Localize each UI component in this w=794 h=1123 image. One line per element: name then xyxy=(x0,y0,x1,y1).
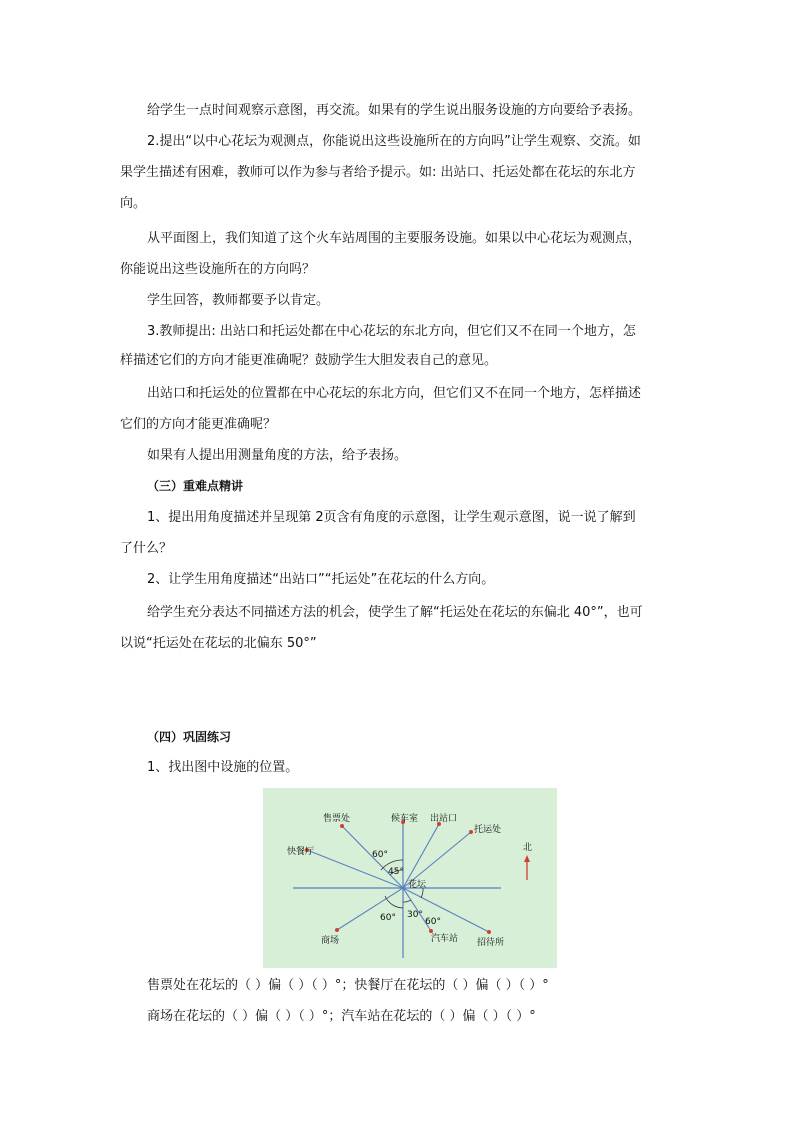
label-mall: 商场 xyxy=(321,936,340,946)
paragraph-line: 果学生描述有困难，教师可以作为参与者给予提示。如: 出站口、托运处都在花坛的东北方 xyxy=(120,165,636,180)
paragraph-line: 给学生一点时间观察示意图，再交流。如果有的学生说出服务设施的方向要给予表扬。 xyxy=(147,103,642,118)
exercise-line: 售票处在花坛的（ ）偏（ ）（ ）°；快餐厅在花坛的（ ）偏（ ）（ ）° xyxy=(147,978,549,993)
point-bus-station xyxy=(429,929,433,933)
paragraph-line: 如果有人提出用测量角度的方法，给予表扬。 xyxy=(147,448,408,463)
paragraph-line: 你能说出这些设施所在的方向吗？ xyxy=(120,262,316,277)
label-ticket-office: 售票处 xyxy=(323,814,351,824)
angle-label: 60° xyxy=(425,917,441,927)
angle-arc xyxy=(403,900,411,902)
label-waiting-room: 候车室 xyxy=(391,814,419,824)
point-ticket-office xyxy=(340,824,344,828)
label-fast-food: 快餐厅 xyxy=(287,847,315,857)
paragraph-line: 以说“托运处在花坛的北偏东 50°” xyxy=(120,636,317,651)
exercise-line: 商场在花坛的（ ）偏（ ）（ ）°；汽车站在花坛的（ ）偏（ ）（ ）° xyxy=(147,1009,536,1024)
paragraph-line: 向。 xyxy=(120,196,147,211)
paragraph-line: 了什么？ xyxy=(120,541,173,556)
paragraph-line: 给学生充分表达不同描述方法的机会，使学生了解“托运处在花坛的东偏北 40°”，也可 xyxy=(147,605,643,620)
point-baggage xyxy=(469,830,473,834)
paragraph-line: 2.提出“以中心花坛为观测点，你能说出这些设施所在的方向吗”让学生观察、交流。如 xyxy=(147,134,641,149)
direction-diagram xyxy=(263,788,557,968)
section-heading: （三）重难点精讲 xyxy=(147,479,244,493)
paragraph-line: 从平面图上，我们知道了这个火车站周围的主要服务设施。如果以中心花坛为观测点， xyxy=(147,231,642,246)
angle-label: 45° xyxy=(388,867,404,877)
paragraph-line: 样描述它们的方向才能更准确呢？鼓励学生大胆发表自己的意见。 xyxy=(120,353,498,368)
north-arrowhead-icon xyxy=(524,855,530,862)
paragraph-line: 学生回答，教师都要予以肯定。 xyxy=(147,293,330,308)
label-hostel: 招待所 xyxy=(477,938,505,948)
direction-figure xyxy=(263,788,557,968)
label-exit: 出站口 xyxy=(430,814,458,824)
label-flower-bed: 花坛 xyxy=(408,880,427,890)
ray-mall xyxy=(337,888,403,930)
label-baggage: 托运处 xyxy=(474,825,502,835)
point-hostel xyxy=(487,930,491,934)
point-mall xyxy=(335,928,339,932)
paragraph-line: 出站口和托运处的位置都在中心花坛的东北方向，但它们又不在同一个地方，怎样描述 xyxy=(147,386,642,401)
angle-label: 60° xyxy=(380,913,396,923)
section-heading: （四）巩固练习 xyxy=(147,730,232,744)
label-bus-station: 汽车站 xyxy=(431,934,459,944)
paragraph-line: 它们的方向才能更准确呢？ xyxy=(120,417,277,432)
paragraph-line: 3.教师提出: 出站口和托运处都在中心花坛的东北方向，但它们又不在同一个地方，怎 xyxy=(147,324,636,339)
ray-exit xyxy=(403,824,439,888)
paragraph-line: 2、让学生用角度描述“出站口”“托运处”在花坛的什么方向。 xyxy=(147,572,495,587)
paragraph-line: 1、找出图中设施的位置。 xyxy=(147,760,299,775)
angle-label: 30° xyxy=(407,910,423,920)
north-label: 北 xyxy=(523,843,533,853)
paragraph-line: 1、提出用角度描述并呈现第 2页含有角度的示意图，让学生观示意图，说一说了解到 xyxy=(147,510,636,525)
angle-label: 60° xyxy=(372,850,388,860)
